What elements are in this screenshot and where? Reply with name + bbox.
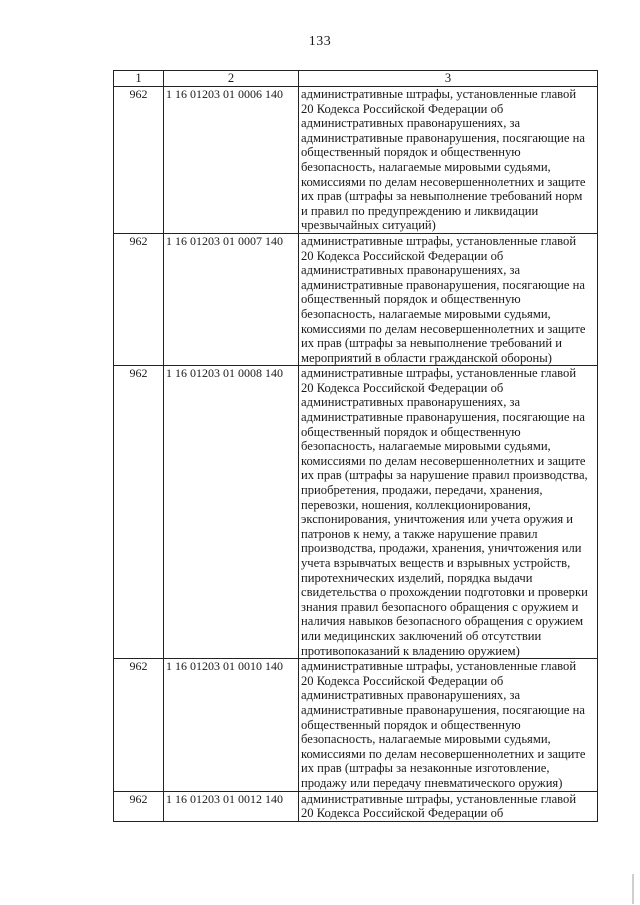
page-number: 133 <box>308 34 332 49</box>
administrator-code-cell: 962 <box>114 791 164 821</box>
description-line: комиссиями по делам несовершеннолетних и защите <box>301 453 586 468</box>
table-header <box>114 71 598 87</box>
description-line: мероприятий в области гражданской обороны) <box>301 350 552 365</box>
description-line: административные правонарушения, посягающие на <box>301 277 585 292</box>
description-line: административные правонарушения, посягающие на <box>301 702 585 717</box>
description-cell <box>299 366 598 659</box>
budget-classification-code-cell: 1 16 01203 01 0008 140 <box>164 366 299 659</box>
administrator-code-cell: 962 <box>114 87 164 234</box>
budget-classification-code-cell: 1 16 01203 01 0006 140 <box>164 87 299 234</box>
description-line: перевозки, ношения, коллекционирования, <box>301 497 531 512</box>
description-line: общественный порядок и общественную <box>301 424 521 439</box>
description-line: их прав (штрафы за невыполнение требований и <box>301 336 562 351</box>
administrator-code-cell: 962 <box>114 659 164 791</box>
description-line: комиссиями по делам несовершеннолетних и защите <box>301 746 586 761</box>
description-line: административные штрафы, установленные главой <box>301 791 577 806</box>
table-row <box>114 659 598 791</box>
budget-classification-code-cell: 1 16 01203 01 0010 140 <box>164 659 299 791</box>
header-row <box>114 71 598 87</box>
table-body <box>114 87 598 822</box>
description-cell <box>299 791 598 821</box>
description-line: административные штрафы, установленные главой <box>301 366 577 381</box>
description-line: или медицинских заключений об отсутствии <box>301 628 542 643</box>
description-line: административных правонарушениях, за <box>301 263 521 278</box>
budget-classification-code-cell: 1 16 01203 01 0012 140 <box>164 791 299 821</box>
description-line: безопасность, налагаемые мировыми судьями, <box>301 159 551 174</box>
column-header-2: 2 <box>164 71 299 87</box>
description-line: административные штрафы, установленные главой <box>301 233 577 248</box>
description-cell <box>299 233 598 365</box>
description-line: общественный порядок и общественную <box>301 717 521 732</box>
description-line: безопасность, налагаемые мировыми судьями, <box>301 439 551 454</box>
description-line: чрезвычайных ситуаций) <box>301 218 436 233</box>
description-cell <box>299 87 598 234</box>
table-row <box>114 87 598 234</box>
description-line: противопоказаний к владению оружием) <box>301 643 520 658</box>
description-line: комиссиями по делам несовершеннолетних и защите <box>301 174 586 189</box>
description-line: безопасность, налагаемые мировыми судьями, <box>301 732 551 747</box>
description-line: административных правонарушениях, за <box>301 688 521 703</box>
administrator-code-cell: 962 <box>114 233 164 365</box>
description-line: и правил по предупреждению и ликвидации <box>301 203 539 218</box>
description-line: 20 Кодекса Российской Федерации об <box>301 673 504 688</box>
description-cell <box>299 659 598 791</box>
description-line: наличия навыков безопасного обращения с оружием <box>301 614 584 629</box>
description-line: приобретения, продажи, передачи, хранения, <box>301 483 543 498</box>
description-line: патронов к нему, а также нарушение правил <box>301 526 538 541</box>
description-line: 20 Кодекса Российской Федерации об <box>301 248 504 263</box>
description-line: учета взрывчатых веществ и взрывных устройств, <box>301 556 571 570</box>
description-line: административных правонарушениях, за <box>301 116 521 131</box>
description-line: административные правонарушения, посягающие на <box>301 410 585 425</box>
description-line: продажу или передачу пневматического оружия) <box>301 775 563 790</box>
column-header-1: 1 <box>114 71 164 87</box>
table-row <box>114 791 598 821</box>
description-line: 20 Кодекса Российской Федерации об <box>301 806 504 821</box>
table-row <box>114 366 598 659</box>
description-line: свидетельства о прохождении подготовки и проверки <box>301 585 588 600</box>
description-line: знания правил безопасного обращения с оружием и <box>301 599 579 614</box>
description-line: безопасность, налагаемые мировыми судьями, <box>301 306 551 321</box>
description-line: административные правонарушения, посягающие на <box>301 130 585 145</box>
description-line: 20 Кодекса Российской Федерации об <box>301 101 504 116</box>
scan-edge-mark <box>632 874 634 904</box>
description-line: комиссиями по делам несовершеннолетних и защите <box>301 321 586 336</box>
description-line: их прав (штрафы за незаконные изготовление, <box>301 761 550 776</box>
description-line: пиротехнических изделий, порядка выдачи <box>301 570 533 585</box>
budget-classification-code-cell: 1 16 01203 01 0007 140 <box>164 233 299 365</box>
description-line: общественный порядок и общественную <box>301 292 521 307</box>
description-line: административные штрафы, установленные главой <box>301 87 577 101</box>
description-line: административные штрафы, установленные главой <box>301 659 577 674</box>
description-line: производства, продажи, хранения, уничтожения или <box>301 541 582 556</box>
description-line: их прав (штрафы за невыполнение требований норм <box>301 189 583 204</box>
administrator-code-cell: 962 <box>114 366 164 659</box>
description-line: общественный порядок и общественную <box>301 145 521 160</box>
description-line: экспонирования, уничтожения или учета оружия и <box>301 512 574 527</box>
budget-codes-table <box>113 70 598 822</box>
description-line: их прав (штрафы за нарушение правил производства, <box>301 468 588 483</box>
description-line: 20 Кодекса Российской Федерации об <box>301 380 504 395</box>
column-header-3: 3 <box>299 71 598 87</box>
table-row <box>114 233 598 365</box>
description-line: административных правонарушениях, за <box>301 395 521 410</box>
